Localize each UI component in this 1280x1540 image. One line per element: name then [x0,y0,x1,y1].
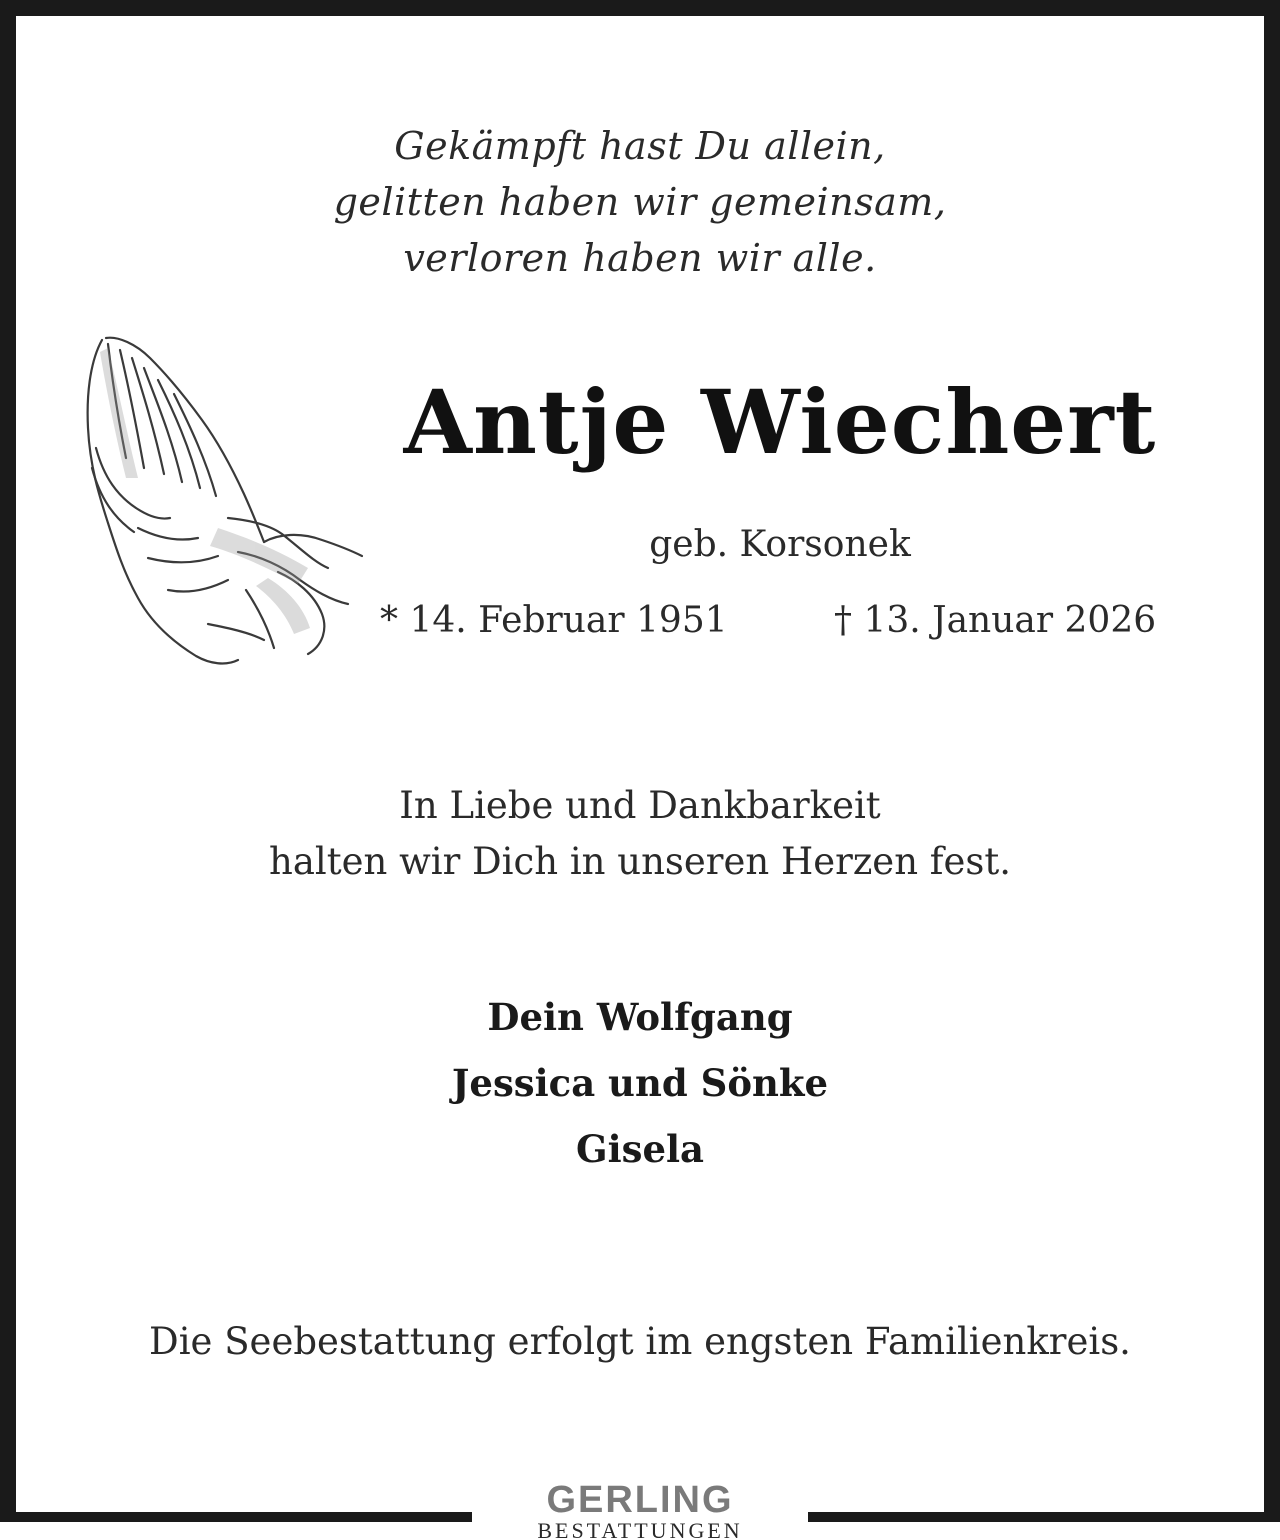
quote-line-1: Gekämpft hast Du allein, [394,124,886,168]
quote-line-2: gelitten haben wir gemeinsam, [333,180,947,224]
death-date: † 13. Januar 2026 [834,600,1157,641]
border-bottom-right [808,1512,1280,1522]
logo-subtitle: BESTATTUNGEN [537,1518,743,1540]
memorial-quote [0,118,1280,286]
logo-name: GERLING [546,1479,734,1521]
border-top [0,0,1280,16]
mourners-list [0,984,1280,1182]
border-bottom-left [0,1512,472,1522]
remembrance-text [0,778,1280,890]
birth-date: * 14. Februar 1951 [380,600,728,641]
remembrance-line-2: halten wir Dich in unseren Herzen fest. [268,840,1012,883]
birth-name: geb. Korsonek [649,524,911,565]
mourner: Dein Wolfgang [487,995,793,1039]
deceased-name: Antje Wiechert [403,370,1157,474]
burial-note: Die Seebestattung erfolgt im engsten Familienkreis. [149,1320,1131,1363]
funeral-home-logo [490,1478,790,1540]
remembrance-line-1: In Liebe und Dankbarkeit [399,784,881,827]
mourner: Gisela [575,1127,705,1171]
praying-hands-icon [78,328,368,668]
quote-line-3: verloren haben wir alle. [403,236,877,280]
mourner: Jessica und Sönke [451,1061,829,1105]
